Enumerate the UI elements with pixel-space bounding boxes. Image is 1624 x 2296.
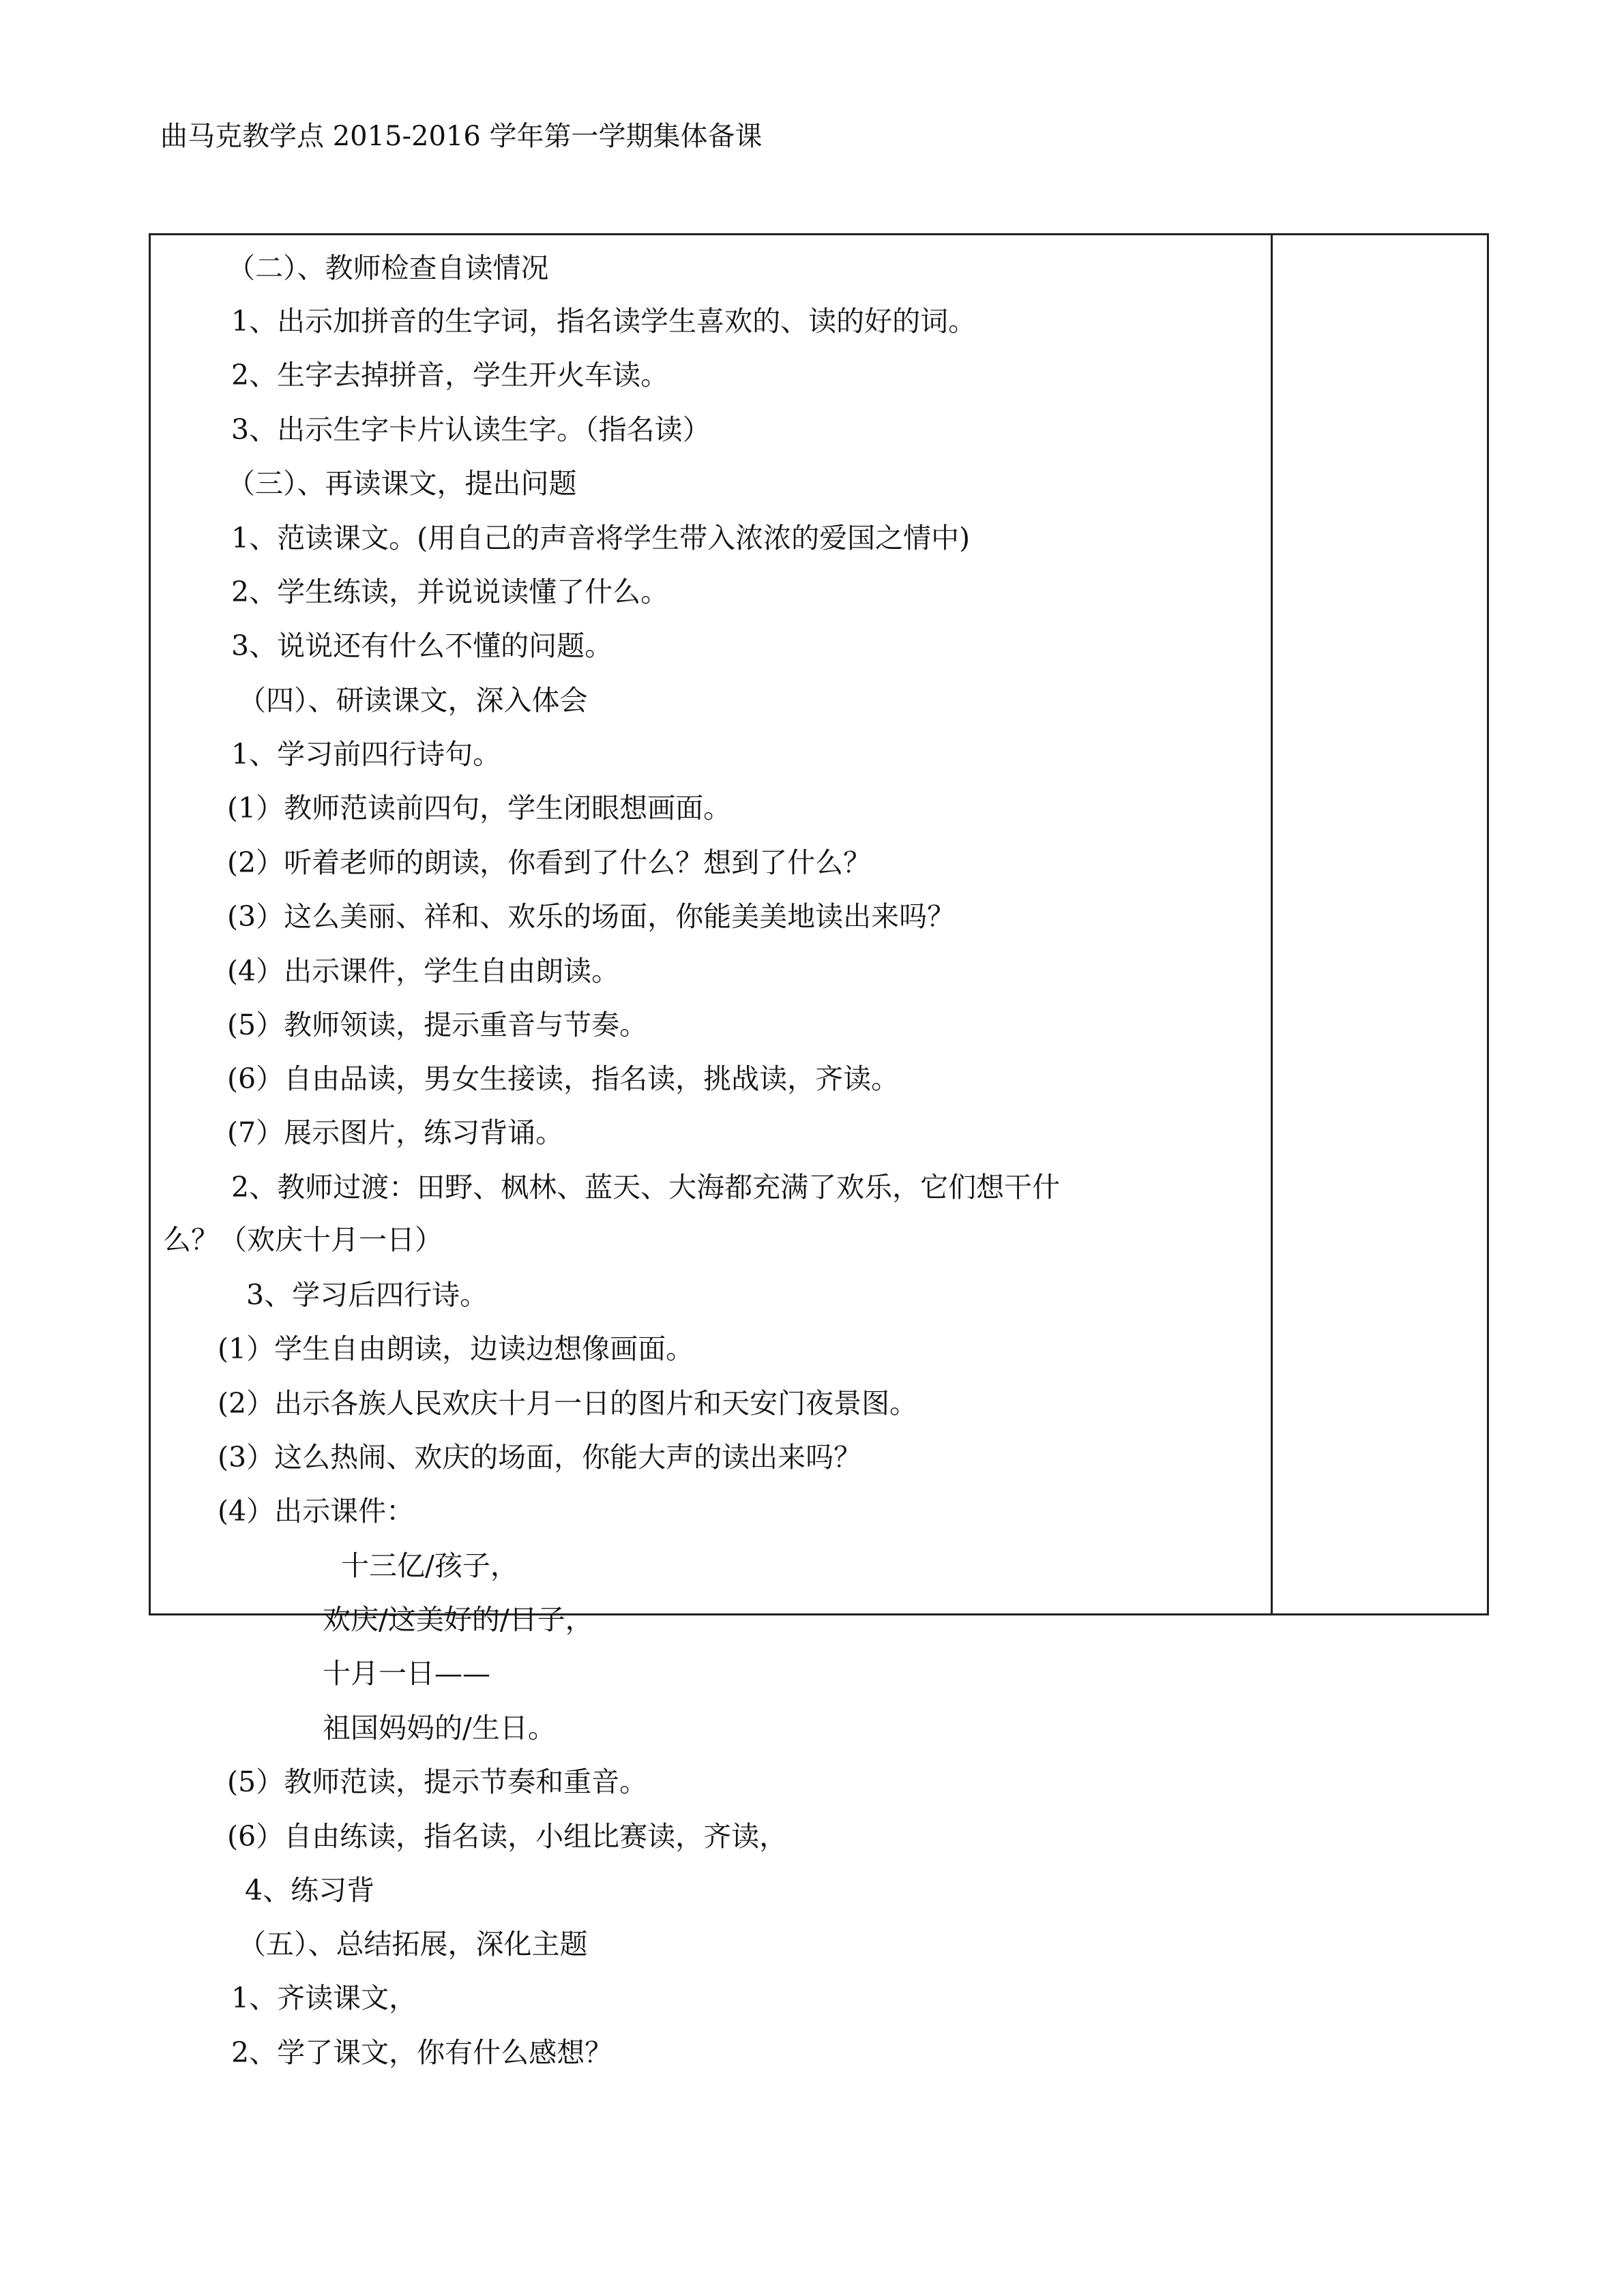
notes-column-cell — [1273, 235, 1487, 1613]
section-2-heading: （二）、教师检查自读情况 — [227, 252, 549, 284]
lesson-line: (5）教师领读，提示重音与节奏。 — [227, 1009, 648, 1041]
poem-line: 十月一日—— — [323, 1657, 490, 1690]
lesson-line: 2、生字去掉拼音，学生开火车读。 — [231, 359, 669, 391]
lesson-line: 3、学习后四行诗。 — [246, 1279, 488, 1311]
lesson-line: (4）出示课件： — [218, 1495, 415, 1527]
section-3-heading: （三）、再读课文，提出问题 — [227, 467, 577, 500]
lesson-line: 3、出示生字卡片认读生字。（指名读） — [231, 413, 711, 446]
lesson-line: (6）自由品读，男女生接读，指名读，挑战读，齐读。 — [227, 1062, 900, 1095]
lesson-line: 2、学了课文，你有什么感想？ — [231, 2036, 613, 2069]
lesson-content-cell — [151, 235, 1273, 2069]
lesson-plan-table — [149, 233, 1489, 2069]
section-5-heading: （五）、总结拓展，深化主题 — [238, 1928, 588, 1960]
lesson-line: 1、出示加拼音的生字词，指名读学生喜欢的、读的好的词。 — [231, 305, 977, 338]
lesson-line: (1）学生自由朗读，边读边想像画面。 — [218, 1332, 694, 1365]
lesson-line: 2、学生练读，并说说读懂了什么。 — [231, 576, 669, 608]
lesson-line: (3）这么热闹、欢庆的场面，你能大声的读出来吗？ — [218, 1441, 862, 1474]
lesson-line: 4、练习背 — [245, 1874, 375, 1907]
poem-line: 欢庆/这美好的/日子， — [323, 1603, 593, 1636]
page-header-title: 曲马克教学点 2015-2016 学年第一学期集体备课 — [160, 121, 763, 152]
poem-line: 祖国妈妈的/生日。 — [323, 1712, 556, 1744]
lesson-line: 么？（欢庆十月一日） — [163, 1223, 443, 1256]
lesson-line: (1）教师范读前四句，学生闭眼想画面。 — [227, 792, 732, 824]
lesson-line: (7）展示图片，练习背诵。 — [227, 1116, 564, 1149]
lesson-line: 1、齐读课文， — [231, 1982, 417, 2014]
lesson-line: 1、学习前四行诗句。 — [231, 738, 501, 771]
lesson-line: 3、说说还有什么不懂的问题。 — [231, 629, 613, 662]
lesson-line: (3）这么美丽、祥和、欢乐的场面，你能美美地读出来吗？ — [227, 900, 956, 933]
lesson-line: (5）教师范读，提示节奏和重音。 — [227, 1765, 648, 1798]
lesson-line: 2、教师过渡：田野、枫林、蓝天、大海都充满了欢乐，它们想干什 — [231, 1171, 1061, 1204]
lesson-line: (2）出示各族人民欢庆十月一日的图片和天安门夜景图。 — [218, 1387, 918, 1420]
lesson-line: (6）自由练读，指名读，小组比赛读，齐读， — [227, 1820, 788, 1853]
section-4-heading: （四）、研读课文，深入体会 — [238, 684, 588, 717]
lesson-line: (2）听着老师的朗读，你看到了什么？想到了什么？ — [227, 846, 872, 879]
lesson-line: 1、范读课文。(用自己的声音将学生带入浓浓的爱国之情中) — [231, 522, 971, 554]
poem-line: 十三亿/孩子， — [341, 1549, 518, 1582]
lesson-line: (4）出示课件，学生自由朗读。 — [227, 955, 620, 987]
